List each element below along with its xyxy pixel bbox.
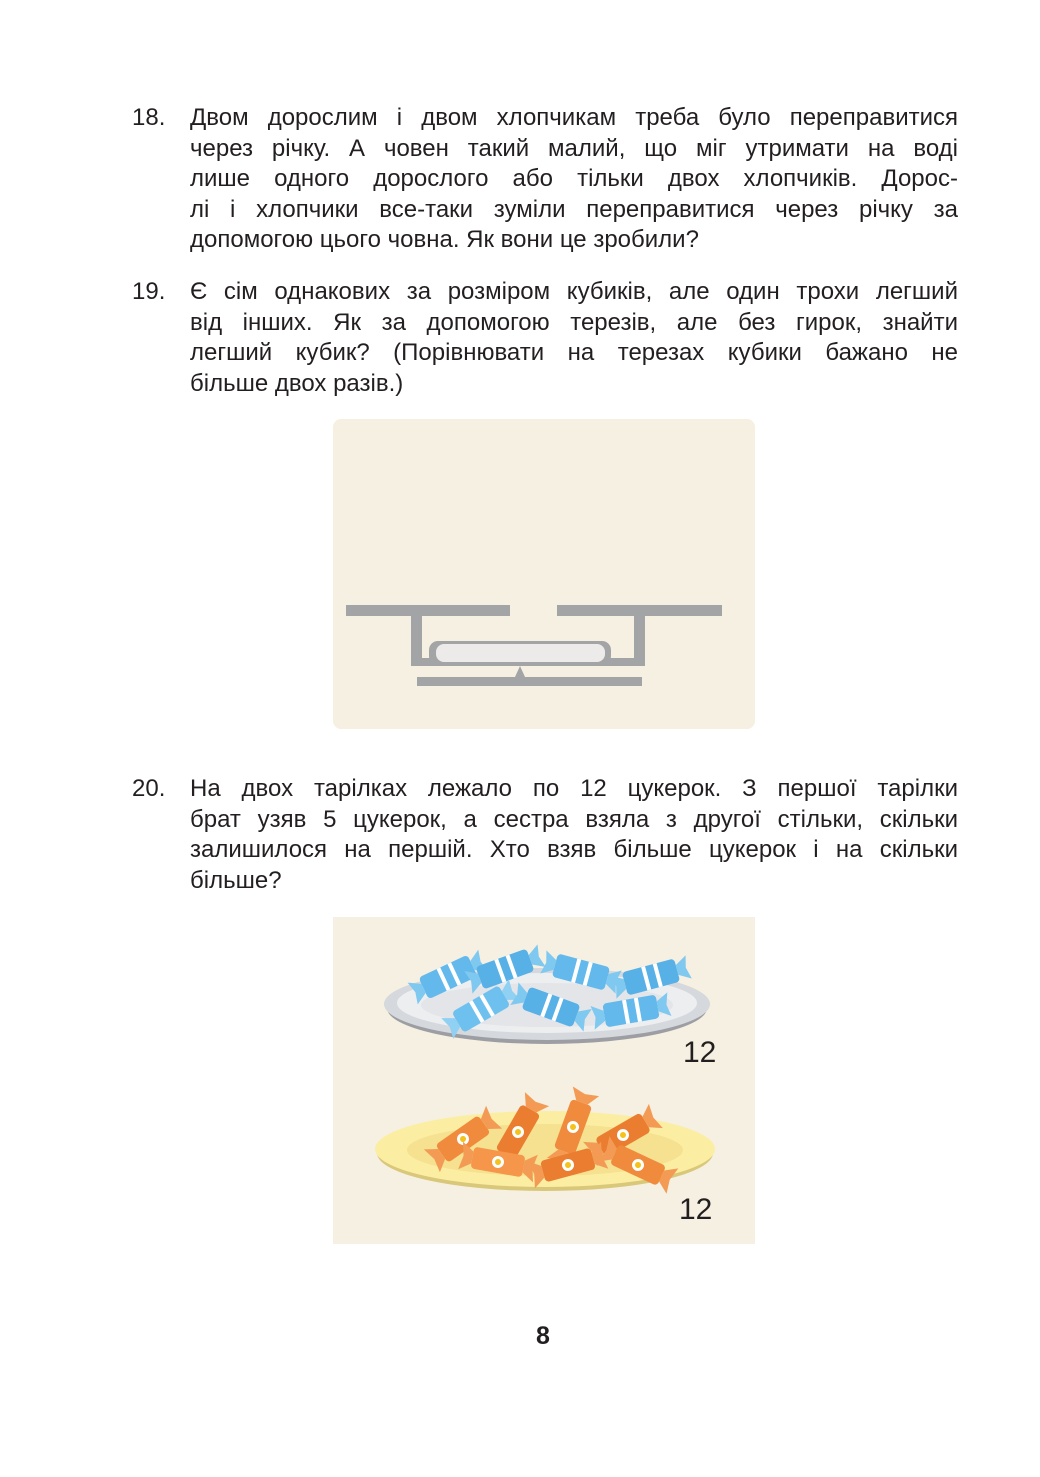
problem-text-line: залишилося на першій. Хто взяв більше цукерок і на скільки — [190, 836, 958, 863]
problem-18 — [132, 103, 958, 256]
page-number: 8 — [536, 1322, 550, 1350]
problem-text-line: лі і хлопчики все-таки зуміли переправитися через річку за — [190, 195, 958, 223]
problem-text-line: На двох тарілках лежало по 12 цукерок. З першої тарілки — [190, 775, 958, 802]
problem-text-line: від інших. Як за допомогою терезів, але без гирок, знайти — [190, 308, 958, 336]
candy-count-top: 12 — [683, 1036, 717, 1069]
problem-19 — [132, 277, 958, 399]
problem-text-line: більше? — [190, 866, 282, 894]
problem-text-line: Є сім однакових за розміром кубиків, але один трохи легший — [190, 278, 958, 305]
problem-number: 19. — [132, 278, 166, 305]
problem-text-line: лише одного дорослого або тільки двох хлопчиків. Дорос- — [190, 165, 958, 192]
problem-number: 20. — [132, 775, 166, 802]
problem-text-line: легший кубик? (Порівнювати на терезах кубики бажано не — [190, 339, 958, 366]
problem-text-line: допомогою цього човна. Як вони це зробили? — [190, 226, 699, 253]
candy-count-bottom: 12 — [679, 1193, 713, 1226]
problem-text-line: через річку. А човен такий малий, що міг утримати на воді — [190, 134, 958, 162]
problem-text-line: Двом дорослим і двом хлопчикам треба було переправитися — [190, 104, 958, 131]
candy-plates-figure — [333, 917, 755, 1244]
problem-text-line: більше двох разів.) — [190, 369, 404, 397]
problem-20 — [132, 774, 958, 896]
problem-number: 18. — [132, 104, 166, 131]
balance-scale-figure — [333, 419, 755, 729]
problem-text-line: брат узяв 5 цукерок, а сестра взяла з другої стільки, скільки — [190, 805, 958, 833]
